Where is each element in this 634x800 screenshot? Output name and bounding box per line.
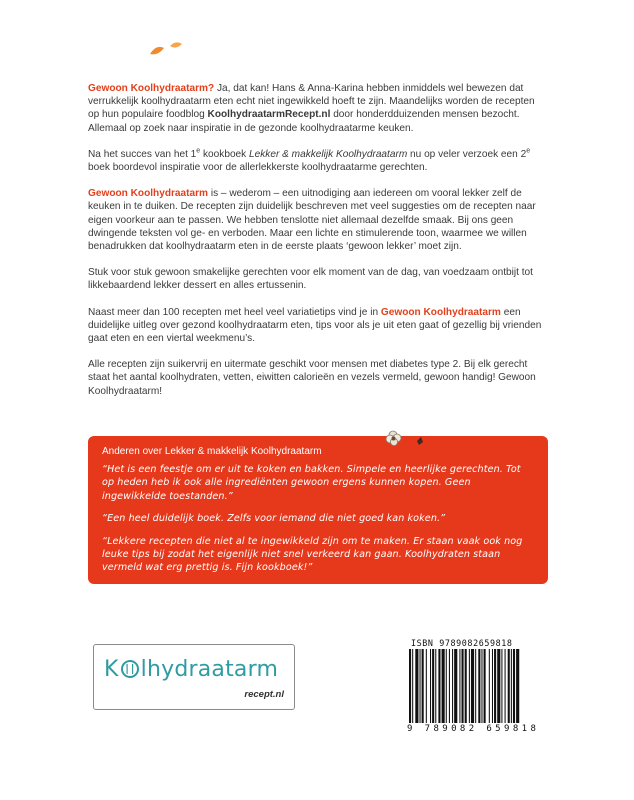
barcode-bar: [484, 649, 486, 723]
paragraph-2: [88, 148, 548, 174]
barcode-bar: [449, 649, 450, 723]
book-title-italic: Lekker & makkelijk Koolhydraatarm: [249, 148, 408, 160]
paragraph-1-text-a: Ja, dat kan! Hans & Anna-Karina hebben inmiddels wel bewezen dat verrukkelijk koolhydraatarm eten echt niet ingewikkeld hoeft te zijn. Maandelijks worden de recepten op hun populaire foodblog: [88, 83, 535, 121]
superscript-2: e: [526, 147, 531, 155]
barcode-bar: [494, 649, 496, 723]
paragraph-6: Alle recepten zijn suikervrij en uitermate geschikt voor mensen met diabetes type 2. Bij elk gerecht staat het aantal koolhydraten, vetten, eiwitten calorieën en vezels vermeld, gewoon handig! Gewoon Koolhydraatarm!: [88, 359, 536, 397]
barcode-bar: [489, 649, 490, 723]
barcode-bar: [516, 649, 519, 723]
lead-gewoon-koolhydraatarm-2: Gewoon Koolhydraatarm: [88, 188, 209, 200]
isbn-label: ISBN 9789082659818: [411, 638, 513, 648]
quote-3: “Lekkere recepten die niet al te ingewikkeld zijn om te maken. Er staan vaak ook nog leuke tips bij zodat het eigenlijk niet snel verkeerd kan gaan. Koolhydraten staan vermeld wat erg prettig is. Fijn kookboek!”: [102, 535, 523, 574]
barcode-bar: [497, 649, 500, 723]
barcode-bar: [415, 649, 418, 723]
barcode-bar: [426, 649, 427, 723]
paragraph-2-c: nu op veler verzoek een 2: [407, 148, 527, 160]
barcode-bar: [492, 649, 493, 723]
logo-wordmark: [104, 657, 278, 682]
isbn-digits: 9 789082 659818: [407, 724, 540, 734]
barcode-bar: [442, 649, 445, 723]
barcode-bar: [420, 649, 421, 723]
paragraph-3: [88, 187, 548, 253]
flower-decoration-icon: [383, 427, 427, 449]
barcode-bar: [471, 649, 474, 723]
paragraph-2-b: kookboek: [200, 148, 250, 160]
barcode-bar: [452, 649, 453, 723]
barcode-bar: [481, 649, 482, 723]
barcode-bar: [446, 649, 447, 723]
barcode-bar: [409, 649, 411, 723]
barcode-bar: [475, 649, 476, 723]
barcode-bar: [469, 649, 470, 723]
paragraph-3-text: is – wederom – een uitnodiging aan iedereen om vooral lekker zelf de keuken in te duiken. De recepten zijn duidelijk beschreven met veel suggesties om de recepten naar eigen voorkeur aan te passen. We hebben tenslotte niet allemaal dezelfde smaak. Bij ons geen dwingende teksten vol ge- en verboden. Maar een lichte en stimulerende toon, waarmee we willen benadrukken dat koolhydraatarm eten in de eerste plaats ‘gewoon lekker’ moet zijn.: [88, 188, 536, 253]
paragraph-2-d: boek boordevol inspiratie voor de allerlekkerste koolhydraatarme gerechten.: [88, 162, 428, 174]
barcode-bar: [508, 649, 510, 723]
paragraph-5-b: een duidelijke uitleg over gezond koolhydraatarm eten, tips voor als je uit eten gaat of gezellig bij vrienden gaat eten en een viertal weekmenu’s.: [88, 306, 542, 345]
isbn-barcode: [403, 638, 550, 738]
blog-name: KoolhydraatarmRecept.nl: [207, 109, 331, 121]
paragraph-1: [88, 82, 548, 135]
koolhydraatarm-logo: [93, 644, 295, 710]
quotes-panel: [88, 436, 548, 584]
barcode-bar: [459, 649, 460, 723]
barcode-bar: [430, 649, 431, 723]
leaf-decoration-icon: [148, 40, 188, 60]
logo-suffix: lhydraatarm: [140, 657, 279, 682]
logo-subtitle: recept.nl: [244, 689, 284, 700]
lead-gewoon-koolhydraatarm: Gewoon Koolhydraatarm?: [88, 83, 215, 94]
barcode-bar: [465, 649, 467, 723]
paragraph-4: Stuk voor stuk gewoon smakelijke gerechten voor elk moment van de dag, van voedzaam ontbijt tot likkebaardend lekker dessert en alles ertussenin.: [88, 267, 533, 292]
barcode-bar: [462, 649, 464, 723]
barcode-bar: [513, 649, 515, 723]
superscript-1: e: [196, 147, 201, 155]
quote-2: “Een heel duidelijk boek. Zelfs voor iemand die niet goed kan koken.”: [102, 513, 446, 525]
barcode-bar: [435, 649, 436, 723]
paragraph-5: [88, 306, 548, 346]
barcode-bar: [438, 649, 440, 723]
lead-gewoon-koolhydraatarm-3: Gewoon Koolhydraatarm: [380, 306, 501, 318]
barcode-bar: [412, 649, 413, 723]
barcode-bar: [511, 649, 512, 723]
barcode-graphic: [403, 649, 550, 725]
barcode-bar: [422, 649, 424, 723]
logo-prefix: K: [104, 657, 119, 682]
paragraph-1-text-b: door honderdduizenden mensen bezocht. Allemaal op zoek naar inspiratie in de gezonde koolhydraatarme keuken.: [88, 109, 520, 134]
intro-text: [88, 82, 548, 411]
paragraph-2-a: Na het succes van het 1: [88, 148, 197, 160]
fork-knife-icon: [119, 659, 141, 679]
barcode-bar: [478, 649, 480, 723]
quote-1: “Het is een feestje om er uit te koken en bakken. Simpele en heerlijke gerechten. Tot op heden heb ik ook alle ingrediënten gewoon ergens kunnen kopen. Geen ingewikkelde toestanden.”: [102, 464, 521, 502]
barcode-bar: [505, 649, 506, 723]
barcode-bar: [501, 649, 502, 723]
quotes-title: Anderen over Lekker & makkelijk Koolhydraatarm: [102, 446, 322, 457]
barcode-bar: [432, 649, 434, 723]
paragraph-5-a: Naast meer dan 100 recepten met heel veel variatietips vind je in: [88, 306, 381, 318]
barcode-bar: [454, 649, 457, 723]
